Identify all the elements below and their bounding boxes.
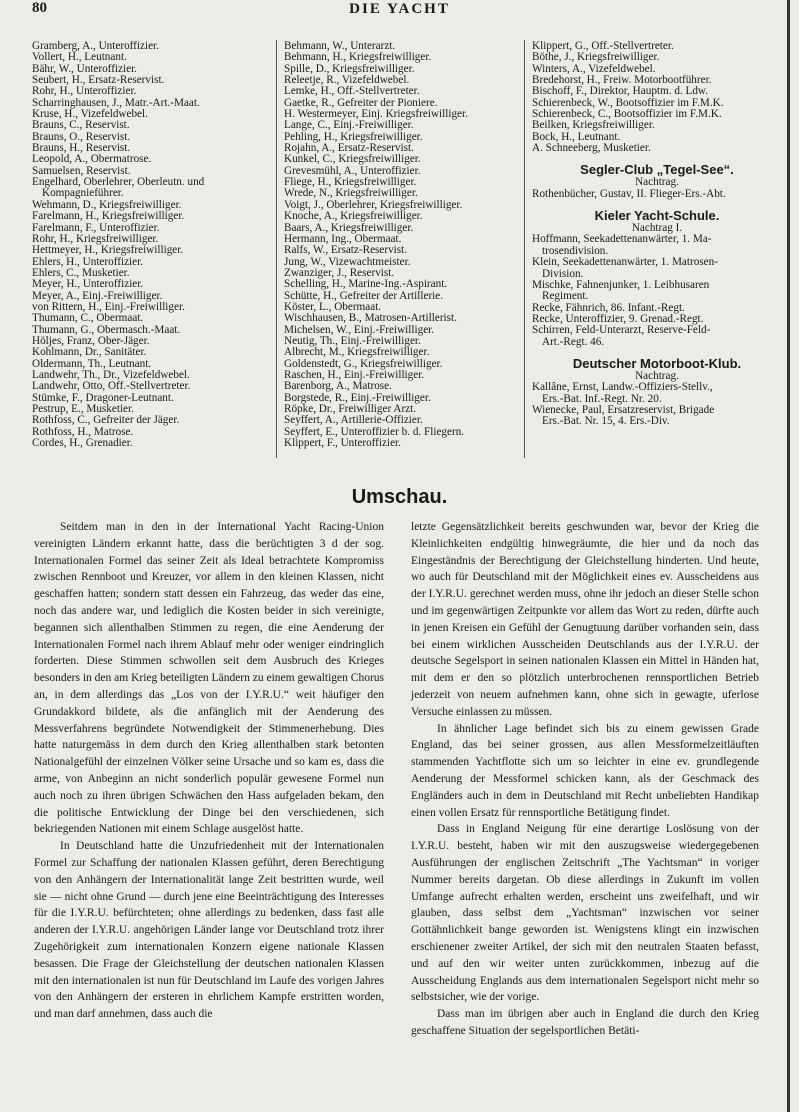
list-entry: Pehling, H., Kriegsfreiwilliger. [284,130,423,143]
club-note: Nachtrag. [635,369,679,382]
list-entry: Ers.-Bat. Nr. 15, 4. Ers.-Div. [542,415,670,428]
list-entry: Hettmeyer, H., Kriegsfreiwilliger. [32,244,184,257]
honor-list-column-1 [32,41,270,449]
list-entry: Bischoff, F., Direktor, Hauptm. d. Ldw. [532,85,709,98]
list-entry: Hermann, Ing., Obermaat. [284,232,402,245]
list-entry: Schierenbeck, C., Bootsoffizier im F.M.K. [532,108,722,121]
list-entry: Schütte, H., Gefreiter der Artillerie. [284,289,444,302]
club-heading: Deutscher Motorboot-Klub. [572,355,742,371]
list-entry: Schirren, Feld-Unterarzt, Reserve-Feld- [532,324,711,337]
list-entry: Cordes, H., Grenadier. [32,437,133,450]
article-column-right [411,519,759,1040]
list-entry: Fliege, H., Kriegsfreiwilliger. [284,176,417,189]
list-entry: Farelmann, H., Kriegsfreiwilliger. [32,210,185,223]
list-entry: Rojahn, A., Ersatz-Reservist. [284,142,414,155]
list-entry: Bredehorst, H., Freiw. Motorbootführer. [532,74,712,87]
list-entry: Wienecke, Paul, Ersatzreservist, Brigade [532,403,715,416]
list-entry: Spille, D., Kriegsfreiwilliger. [284,62,415,75]
list-entry: Michelsen, W., Einj.-Freiwilliger. [284,323,435,336]
honor-list-column-2 [284,41,514,449]
list-entry: Behmann, H., Kriegsfreiwilliger. [284,51,432,64]
list-entry: Hoffmann, Seekadettenanwärter, 1. Ma- [532,233,712,246]
article-paragraph: Dass man im übrigen aber auch in England die durch den Krieg geschaffene Situation der segelsportlichen Betäti- [411,1008,759,1037]
list-entry: Winters, A., Vizefeldwebel. [532,62,656,75]
list-entry: Ehlers, H., Unteroffizier. [32,255,144,268]
list-entry: Beilken, Kriegsfreiwilliger. [532,119,655,132]
list-entry: Kallâne, Ernst, Landw.-Offiziers-Stellv., [532,381,713,394]
list-entry: Köster, L., Obermaat. [284,300,382,313]
list-entry: Goldenstedt, G., Kriegsfreiwilliger. [284,357,443,370]
running-head: DIE YACHT [349,1,450,17]
list-entry: Engelhard, Oberlehrer, Oberleutn. und [32,176,205,189]
list-entry: Seyffert, A., Artillerie-Offizier. [284,414,423,427]
list-entry: Klippert, G., Off.-Stellvertreter. [532,40,674,52]
list-entry: Farelmann, F., Unteroffizier. [32,221,160,234]
list-entry: Klippert, F., Unteroffizier. [284,437,401,450]
list-entry: Bock, H., Leutnant. [532,130,621,143]
list-entry: Meyer, A., Einj.-Freiwilliger. [32,289,163,302]
page-edge [787,0,790,1112]
list-entry: Releetje, R., Vizefeldwebel. [284,74,410,87]
list-entry: Vollert, H., Leutnant. [32,51,127,64]
list-entry: Brauns, C., Reservist. [32,119,130,132]
list-entry: Art.-Regt. 46. [542,335,605,348]
list-entry: Rohr, H., Kriegsfreiwilliger. [32,232,159,245]
list-entry: Kohlmann, Dr., Sanitäter. [32,346,147,359]
list-entry: Schelling, H., Marine-Ing.-Aspirant. [284,278,448,291]
list-entry: Division. [542,267,584,280]
list-entry: Pestrup, E., Musketier. [32,403,134,415]
list-entry: Gramberg, A., Unteroffizier. [32,40,159,52]
list-entry: Wehmann, D., Kriegsfreiwilliger. [32,198,182,211]
list-entry: Barenborg, A., Matrose. [284,380,392,393]
list-entry: Rothfoss, C., Gefreiter der Jäger. [32,414,180,427]
list-entry: Kompagnieführer. [42,187,124,200]
list-entry: Ralfs, W., Ersatz-Reservist. [284,244,408,257]
list-entry: A. Schneeberg, Musketier. [532,142,651,155]
list-entry: Gaetke, R., Gefreiter der Pioniere. [284,96,438,109]
list-entry: Röpke, Dr., Freiwilliger Arzt. [284,403,417,415]
list-entry: Thumann, C., Obermaat. [32,312,144,325]
list-entry: Bähr, W., Unteroffizier. [32,62,137,75]
list-entry: Recke, Fähnrich, 86. Infant.-Regt. [532,301,685,314]
list-entry: Landwehr, Th., Dr., Vizefeldwebel. [32,368,190,381]
list-entry: Landwehr, Otto, Off.-Stellvertreter. [32,380,191,393]
list-entry: Leopold, A., Obermatrose. [32,153,152,166]
list-entry: Lemke, H., Off.-Stellvertreter. [284,85,420,98]
club-note: Nachtrag I. [631,222,683,235]
article-paragraph: letzte Gegensätzlichkeit bereits geschwunden war, bevor der Krieg die Kleinlichkeiten endgültig hinwegräumte, die hier und da noch das Eingeständnis der Berechtigung der Gleichstellung hinderten. Und heute, wo auch für Deutschland mit der Möglichkeit eines ev. Ausscheidens aus der I.Y.R.U. gerechnet werden muss, ohne ihr jedoch an dieser Stelle schon und im gegenwärtigen Zeitpunkte vor allem das Wort zu reden, dürfte auch in jenen Kreisen ein Gefühl der Genugtuung darüber vorhanden sein, dass bei einem wirklichen Ausscheiden Deutschlands aus der I.Y.R.U. der deutsche Segelsport in seinen nationalen Klassen ein Mittel in Händen hat, mit dem er den so plötzlich unterbrochenen rennsportlichen Betrieb jederzeit von neuem aufnehmen kann, ohne sich in gewagte, uferlose Versuche einlassen zu müssen. [411,521,759,718]
list-entry: Wischhausen, B., Matrosen-Artillerist. [284,312,457,325]
article-column-left [34,519,384,1023]
club-heading: Segler-Club „Tegel-See“. [580,162,734,178]
list-entry: Baars, A., Kriegsfreiwilliger. [284,221,414,234]
list-entry: Stümke, F., Dragoner-Leutnant. [32,391,174,404]
list-entry: Seubert, H., Ersatz-Reservist. [32,74,165,87]
list-entry: von Rittern, H., Einj.-Freiwilliger. [32,300,185,313]
vertical-rule [524,40,525,458]
list-entry: Schierenbeck, W., Bootsoffizier im F.M.K. [532,96,724,109]
list-entry: Wrede, N., Kriegsfreiwilliger. [284,187,418,200]
list-entry: Jung, W., Vizewachtmeister. [284,255,411,268]
list-entry: Thumann, G., Obermasch.-Maat. [32,323,181,336]
list-entry: Raschen, H., Einj.-Freiwilliger. [284,368,425,381]
honor-list-column-3 [532,41,782,428]
list-entry: Seyffert, E., Unteroffizier b. d. Fliegern. [284,425,465,438]
list-entry: Brauns, O., Reservist. [32,130,131,143]
vertical-rule [276,40,277,458]
list-entry: Voigt, J., Oberlehrer, Kriegsfreiwilliger. [284,198,463,211]
list-entry: Brauns, H., Reservist. [32,142,131,155]
list-entry: H. Westermeyer, Einj. Kriegsfreiwilliger. [284,108,468,121]
article-paragraph: Dass in England Neigung für eine derartige Loslösung von der I.Y.R.U. besteht, haben wir mit den auszugsweise wiedergegebenen Ausführungen der englischen Zeitschrift „The Yachtsman“ in voriger Nummer bereits dargetan. Ob diese allerdings in Zukunft im vollen Umfange aufrecht erhalten werden, erscheint uns zweifelhaft, und wir glauben, dass selbst dem „Yachtsman“ inzwischen vor seiner Gottähnlichkeit bange geworden ist. Wenigstens klingt ein inzwischen erschienener zweiter Artikel, der sich mit den neutralen Staaten befasst, und auf den wir weiter unten zurückkommen, inbezug auf die Ausscheidung Englands aus dem internationalen Segelsport nicht mehr so selbstsicher, wie der vorige. [411,823,759,1004]
list-entry: Knoche, A., Kriegsfreiwilliger. [284,210,423,223]
list-entry: Mischke, Fahnenjunker, 1. Leibhusaren [532,278,710,291]
list-entry: Grevesmühl, A., Unteroffizier. [284,164,421,177]
list-entry: Rohr, H., Unteroffizier. [32,85,137,98]
list-entry: trosendivision. [542,244,609,257]
article-paragraph: Seitdem man in den in der International Yacht Racing-Union vereinigten Ländern erkannt hatte, dass die berüchtigten 3 d der sog. Internationalen Formel das seiner Zeit als Ideal betrachtete Kompromiss zwischen Rennboot und Kreuzer, vor allem in den kleinen Klassen, nicht geschaffen hatten; sondern statt dessen ein Fahrzeug, das weder das eine, noch das andere war, und lediglich die Kosten beider in sich vereinigte, begannen sich allenthalben Stimmen zu regen, die eine Aenderung der Internationalen Formel nach ihrem Ablauf mehr oder weniger eindringlich forderten. Diese Stimmen schwollen seit dem Ausbruch des Krieges besonders in den am Krieg beteiligten Ländern zu einem gewaltigen Chorus an, in dem allerdings das „Los von der I.Y.R.U.“ weit häufiger den Grundakkord bildete, als die anfänglich mit der Aenderung des Messverfahrens begründete Notwendigkeit der Stimmenerhebung. Dies hatte naturgemäss in dem durch den Krieg allenthalben stark betonten Nationalgefühl der einzelnen Völker seine Ursache und so kam es, dass die arme, von Anbeginn an nicht sonderlich populär gewesene Formel nun auch noch zu ihren übrigen Schwächen den Hass aufgeladen bekam, den die politische Entwicklung der Dinge bei den verschiedenen, sich bekriegenden Nationen mit einem Schlage ausgelöst hatte. [34,521,385,836]
article-paragraph: In Deutschland hatte die Unzufriedenheit mit der Internationalen Formel zur Schaffung der nationalen Klassen geführt, deren Berechtigung von den Anhängern der Internationalität lange Zeit bestritten wurde, weil sie — nicht ohne Grund — durch jene eine Beeinträchtigung des Interesses für die I.Y.R.U. befürchteten; ohne allerdings zu bedenken, dass fast alle anderen der I.Y.R.U. angehörigen Länder lange vor Deutschland trotz ihrer Zugehörigkeit zum internationalen Konzern eigene nationale Klassen besassen. Die Frage der Gleichstellung der deutschen nationalen Klassen mit den internationalen ist nun für Deutschland im Laufe des vorigen Jahres von den Anhängern der ersteren in ehrlichem Kampfe erstritten worden, und man darf annehmen, dass auch die [34,840,384,1021]
club-heading: Kieler Yacht-Schule. [594,208,720,224]
list-entry: Samuelsen, Reservist. [32,164,131,177]
list-entry: Rothenbücher, Gustav, II. Flieger-Ers.-Abt. [532,187,726,200]
list-entry: Albrecht, M., Kriegsfreiwilliger. [284,346,430,359]
list-entry: Zwanziger, J., Reservist. [284,266,395,279]
club-note: Nachtrag. [635,176,679,189]
list-entry: Recke, Unteroffizier, 9. Grenad.-Regt. [532,312,704,325]
list-entry: Ehlers, C., Musketier. [32,266,130,279]
list-entry: Scharringhausen, J., Matr.-Art.-Maat. [32,96,200,109]
list-entry: Ers.-Bat. Inf.-Regt. Nr. 20. [542,392,662,405]
list-entry: Regiment. [542,290,589,303]
list-entry: Böthe, J., Kriegsfreiwilliger. [532,51,660,64]
list-entry: Höljes, Franz, Ober-Jäger. [32,334,150,347]
article-paragraph: In ähnlicher Lage befindet sich bis zu einem gewissen Grade England, das bei seiner grossen, aus allen Messformelzeitläuften stammenden Yachtflotte sich um so leichter in eine ev. grundlegende Aenderung der Messformel schicken kann, als der Geschmack des Engländers auch in dem in Deutschland mit Recht unbeliebten Handikap einen vollen Ersatz für rennsportliche Betätigung findet. [411,722,759,819]
list-entry: Oldermann, Th., Leutnant. [32,357,152,370]
list-entry: Behmann, W., Unterarzt. [284,40,396,52]
list-entry: Klein, Seekadettenanwärter, 1. Matrosen- [532,256,718,269]
page-number: 80 [32,0,47,16]
list-entry: Meyer, H., Unteroffizier. [32,278,144,291]
list-entry: Lange, C., Einj.-Freiwilliger. [284,119,414,132]
list-entry: Borgstede, R., Einj.-Freiwilliger. [284,391,431,404]
list-entry: Kunkel, C., Kriegsfreiwilliger. [284,153,421,166]
list-entry: Kruse, H., Vizefeldwebel. [32,108,148,121]
article-title: Umschau. [351,486,448,508]
list-entry: Neutig, Th., Einj.-Freiwilliger. [284,334,421,347]
list-entry: Rothfoss, H., Matrose. [32,425,134,438]
